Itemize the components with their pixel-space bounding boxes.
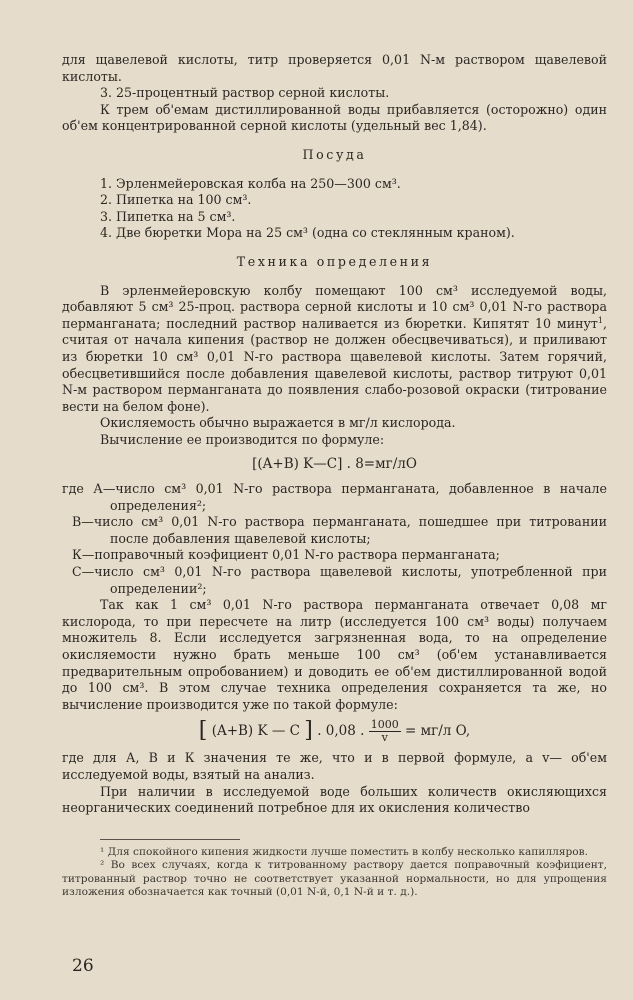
equipment-item: 2. Пипетка на 100 см³. bbox=[100, 192, 252, 208]
equipment-list bbox=[62, 176, 607, 242]
fraction-denominator: v bbox=[381, 731, 388, 745]
recalculation-paragraph: Так как 1 см³ 0,01 N-го раствора перманганата отвечает 0,08 мг кислорода, то при пересчете на литр (исследуется 100 см³ воды) получаем множитель 8. Если исследуется загрязненная вода, то на определение окисляемости нужно брать меньше 100 см³ (об'ем устанавливается предварительным опробованием) и доводить ее об'ем дистиллированной водой до 100 см³. В этом случае техника определения сохраняется та же, но вычисление производится уже по такой формуле: bbox=[62, 597, 607, 712]
formula-2-multiplier: . 0,08 . bbox=[317, 723, 365, 740]
equipment-item: 3. Пипетка на 5 см³. bbox=[100, 208, 236, 224]
variable-definitions bbox=[62, 481, 607, 597]
procedure-text-a: В эрленмейеровскую колбу помещают 100 см³ исследуемой воды, добавляют 5 см³ 25-проц. раствора серной кислоты и 10 см³ 0,01 N-го раствора перманганата; последний раствор наливается из бюретки. Кипятят 10 минут bbox=[62, 282, 607, 331]
procedure-paragraph bbox=[62, 283, 607, 416]
formula-2-fraction bbox=[369, 719, 401, 744]
equipment-item: 1. Эрленмейеровская колба на 250—300 см³. bbox=[100, 175, 401, 191]
calculation-intro: Вычисление ее производится по формуле: bbox=[100, 431, 385, 447]
footnote-2: ² Во всех случаях, когда к титрованному раствору дается поправочный коэфициент, титрованный раствор точно не соответствует указанной нормальности, но для упрощения изложения обозначается как точный (0,01 N-й, 0,1 N-й и т. д.). bbox=[62, 859, 607, 898]
reagent-item-3: 3. 25-процентный раствор серной кислоты. bbox=[100, 85, 390, 101]
intro-line: для щавелевой кислоты, титр проверяется 0,01 N-м раствором щавелевой кислоты. bbox=[62, 52, 607, 84]
formula-2-bracket: (A+B) K — C bbox=[211, 723, 300, 740]
footnote-1: ¹ Для спокойного кипения жидкости лучше поместить в колбу несколько капилляров. bbox=[100, 845, 589, 858]
section-heading-tehnika: Техника определения bbox=[236, 253, 433, 269]
definition-c: С—число см³ 0,01 N-го раствора щавелевой кислоты, употребленной при определении²; bbox=[72, 564, 607, 596]
equipment-item: 4. Две бюретки Мора на 25 см³ (одна со стеклянным краном). bbox=[100, 225, 515, 241]
footnote-divider bbox=[100, 839, 240, 840]
formula-1: [(A+B) K—C] . 8=мг/лО bbox=[252, 456, 417, 473]
inorganic-paragraph: При наличии в исследуемой воде больших количеств окисляющихся неорганических соединений потребное для их окисления количество bbox=[62, 783, 607, 816]
definition-k: К—поправочный коэфициент 0,01 N-го раствора перманганата; bbox=[72, 547, 500, 563]
fraction-numerator: 1000 bbox=[370, 718, 399, 732]
formula-2-result: = мг/л O, bbox=[405, 723, 471, 740]
oxidability-note: Окисляемость обычно выражается в мг/л кислорода. bbox=[100, 415, 456, 431]
definition-b: В—число см³ 0,01 N-го раствора перманганата, пошедшее при титровании после добавления щавелевой кислоты; bbox=[72, 514, 607, 546]
reagent-paragraph: К трем об'емам дистиллированной воды прибавляется (осторожно) один об'ем концентрированной серной кислоты (удельный вес 1,84). bbox=[62, 101, 607, 134]
definition-a: где А—число см³ 0,01 N-го раствора перманганата, добавленное в начале определения²; bbox=[62, 481, 607, 513]
procedure-text-b: , считая от начала кипения (раствор не должен обесцвечиваться), и приливают из бюретки 10 см³ 0,01 N-го раствора щавелевой кислоты. Затем горячий, обесцветившийся после добавления щавелевой кислоты, раствор титруют 0,01 N-м раствором перманганата до появления слабо-розовой окраски (титрование вести на белом фоне). bbox=[62, 315, 607, 414]
formula-2: [ (A+B) K — C ] . 0,08 . $\frac{1000}{v}$ = мг/л O, bbox=[198, 718, 471, 745]
footnote-ref: 1 bbox=[597, 315, 603, 325]
page-number: 26 bbox=[72, 956, 94, 976]
section-heading-posuda: Посуда bbox=[302, 146, 367, 162]
formula-2-explanation: где для А, В и К значения те же, что и в первой формуле, а v— об'ем исследуемой воды, взятый на анализ. bbox=[62, 750, 607, 782]
